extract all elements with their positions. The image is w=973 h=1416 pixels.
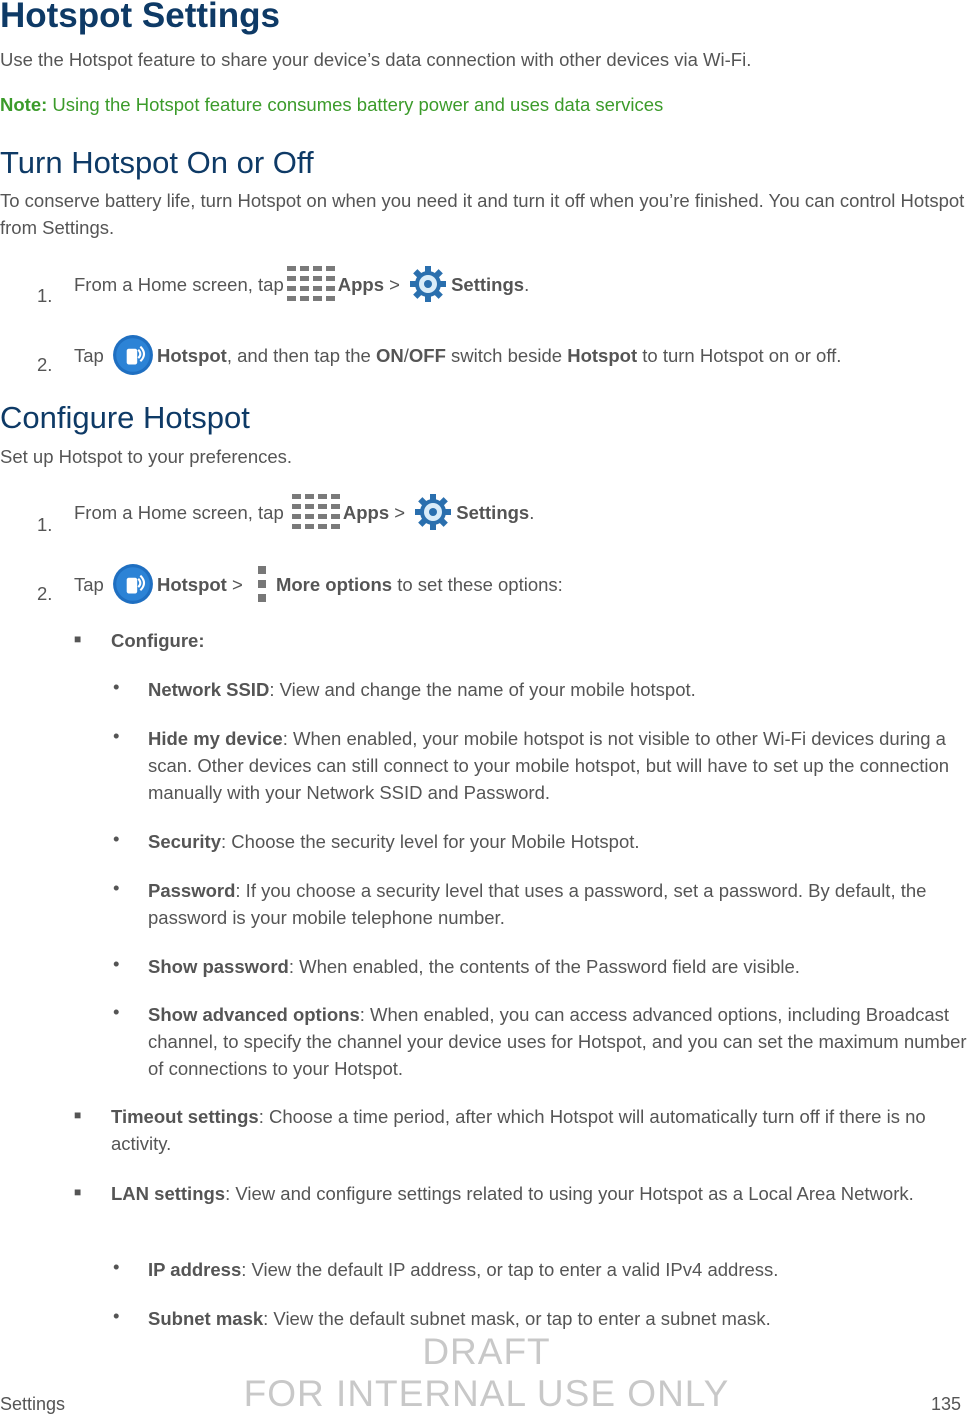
option-term: IP address (148, 1259, 242, 1280)
step-text: Tap (74, 344, 109, 366)
option-desc: : View and change the name of your mobile hotspot. (269, 679, 696, 700)
option-lan (111, 1180, 951, 1207)
settings-label: Settings (451, 273, 525, 295)
option-configure (111, 627, 951, 654)
option-show-advanced (148, 1001, 968, 1082)
bullet-dot: • (113, 1001, 120, 1022)
option-term: Timeout settings (111, 1106, 259, 1127)
step-number: 1. (37, 285, 53, 306)
bullet-dot: • (113, 676, 120, 697)
hotspot-label: Hotspot (567, 344, 638, 366)
option-term: Security (148, 831, 222, 852)
hotspot-icon (112, 334, 154, 376)
bullet-square: ■ (74, 632, 82, 646)
option-desc: : View the default subnet mask, or tap to enter a subnet mask. (263, 1308, 771, 1329)
bullet-dot: • (113, 1305, 120, 1326)
section-heading-turn-hotspot: Turn Hotspot On or Off (0, 145, 314, 180)
page-title: Hotspot Settings (0, 0, 280, 35)
footer-section: Settings (0, 1394, 66, 1414)
step-number: 1. (37, 514, 53, 535)
option-term: Configure: (111, 630, 205, 651)
on-label: ON (376, 344, 404, 366)
step-end: . (529, 501, 535, 523)
bullet-square: ■ (74, 1185, 82, 1199)
hotspot-label: Hotspot (156, 573, 227, 595)
section2-step-2 (0, 562, 973, 606)
note (0, 94, 663, 116)
separator: > (384, 273, 406, 295)
option-timeout (111, 1103, 951, 1157)
bullet-dot: • (113, 953, 120, 974)
intro-text: Use the Hotspot feature to share your device’s data connection with other devices via Wi-Fi. (0, 49, 752, 70)
option-term: Password (148, 880, 236, 901)
option-term: Network SSID (148, 679, 270, 700)
note-label: Note: (0, 94, 48, 115)
step-text: , and then tap the (226, 344, 376, 366)
watermark-internal: FOR INTERNAL USE ONLY (243, 1373, 730, 1414)
apps-label: Apps (342, 501, 390, 523)
option-network-ssid (148, 676, 968, 703)
hotspot-icon (112, 563, 154, 605)
hotspot-label: Hotspot (156, 344, 227, 366)
option-desc: : When enabled, the contents of the Password field are visible. (288, 956, 800, 977)
watermark-draft: DRAFT (422, 1331, 551, 1372)
step-end: to set these options: (392, 573, 563, 595)
section2-body: Set up Hotspot to your preferences. (0, 446, 293, 467)
option-term: Show password (148, 956, 289, 977)
option-desc: : When enabled, you can access advanced options, including Broadcast channel, to specify the channel your device uses for Hotspot, and you can set the maximum number of connections to your Hotspot. (148, 1004, 967, 1079)
option-desc: : View and configure settings related to using your Hotspot as a Local Area Network. (225, 1183, 914, 1204)
off-label: OFF (408, 344, 446, 366)
step-text: switch beside (445, 344, 568, 366)
option-term: Show advanced options (148, 1004, 360, 1025)
bullet-dot: • (113, 877, 120, 898)
settings-label: Settings (456, 501, 530, 523)
option-desc: : If you choose a security level that uses a password, set a password. By default, the password is your mobile telephone number. (148, 880, 927, 928)
more-options-label: More options (275, 573, 393, 595)
step-text: Tap (74, 573, 109, 595)
apps-grid-icon (287, 266, 335, 302)
section1-step-2 (0, 333, 973, 377)
apps-label: Apps (337, 273, 384, 295)
separator: > (389, 501, 411, 523)
option-password (148, 877, 968, 931)
option-term: LAN settings (111, 1183, 226, 1204)
footer-page-number: 135 (930, 1394, 961, 1414)
section2-step-1 (0, 492, 973, 535)
settings-gear-icon (413, 492, 453, 532)
option-hide-device (148, 725, 968, 806)
bullet-dot: • (113, 1256, 120, 1277)
bullet-square: ■ (74, 1108, 82, 1122)
option-desc: : Choose a time period, after which Hotspot will automatically turn off if there is no activity. (111, 1106, 926, 1154)
option-term: Hide my device (148, 728, 283, 749)
bullet-dot: • (113, 725, 120, 746)
option-desc: : Choose the security level for your Mobile Hotspot. (221, 831, 640, 852)
option-security (148, 828, 968, 855)
option-term: Subnet mask (148, 1308, 264, 1329)
step-end: to turn Hotspot on or off. (637, 344, 842, 366)
step-number: 2. (37, 354, 53, 375)
step-number: 2. (37, 583, 53, 604)
bullet-dot: • (113, 828, 120, 849)
step-text: From a Home screen, tap (74, 501, 289, 523)
option-ip-address (148, 1256, 968, 1283)
option-desc: : View the default IP address, or tap to enter a valid IPv4 address. (241, 1259, 779, 1280)
more-options-icon (256, 564, 268, 604)
settings-gear-icon (408, 264, 448, 304)
slash: / (403, 344, 409, 366)
option-show-password (148, 953, 968, 980)
step-text: From a Home screen, tap (74, 273, 284, 295)
apps-grid-icon (292, 494, 340, 530)
section1-step-1 (0, 264, 973, 304)
section-heading-configure-hotspot: Configure Hotspot (0, 400, 250, 435)
step-end: . (524, 273, 530, 295)
section1-body: To conserve battery life, turn Hotspot on when you need it and turn it off when you’re finished. You can control Hotspot from Settings. (0, 190, 965, 238)
option-subnet-mask (148, 1305, 968, 1332)
note-text: Using the Hotspot feature consumes battery power and uses data services (47, 94, 664, 115)
separator: > (226, 573, 248, 595)
option-desc: : When enabled, your mobile hotspot is not visible to other Wi-Fi devices during a scan. Other devices can still connect to your mobile hotspot, but will have to set up the connection manually with your Network SSID and Password. (148, 728, 950, 803)
